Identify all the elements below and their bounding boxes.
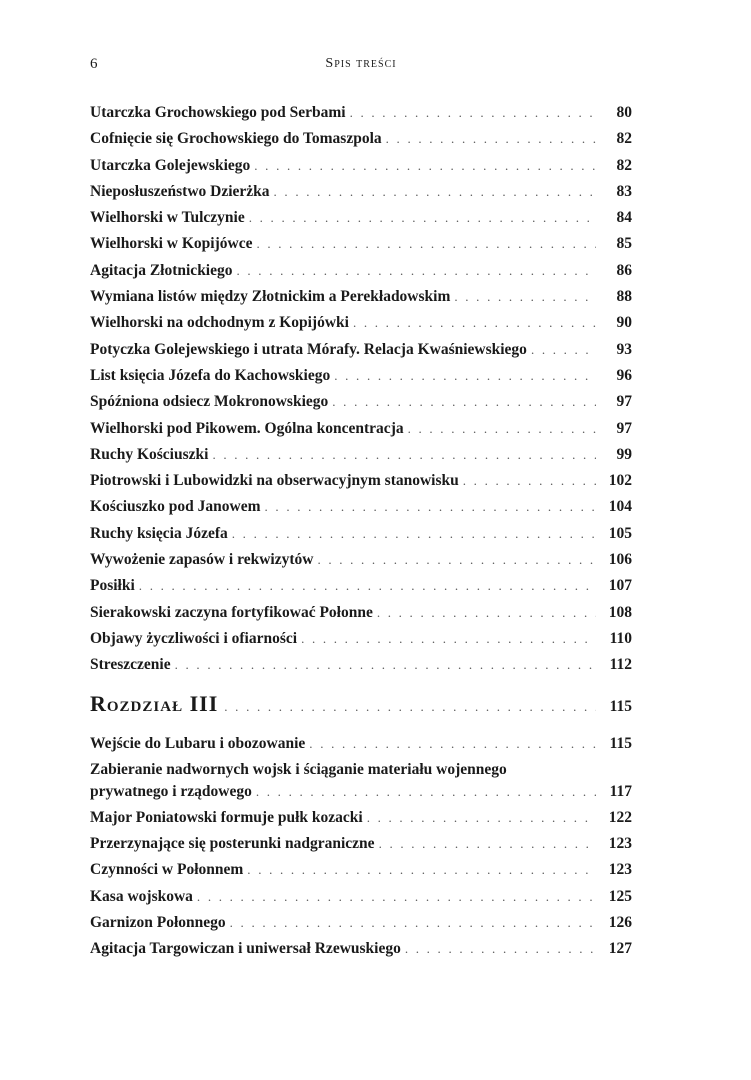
toc-entry-page: 105 xyxy=(608,524,632,542)
toc-entry[interactable] xyxy=(90,604,632,630)
toc-entry-title: Wymiana listów między Złotnickim a Perekładowskim xyxy=(90,288,451,306)
dot-leader xyxy=(230,915,596,931)
chapter-title: Rozdział III xyxy=(90,690,219,716)
toc-entry[interactable] xyxy=(90,888,632,914)
spacer xyxy=(90,723,632,735)
toc-entry[interactable] xyxy=(90,577,632,603)
dot-leader xyxy=(237,263,597,279)
toc-entry-title: Utarczka Golejewskiego xyxy=(90,156,251,174)
toc-entry-title: Objawy życzliwości i ofiarności xyxy=(90,629,298,647)
toc-entry-page: 127 xyxy=(608,940,632,958)
toc-entry-page: 96 xyxy=(616,366,632,384)
dot-leader xyxy=(249,210,596,226)
toc-entry-page: 93 xyxy=(616,340,632,358)
toc-entry-title: Wywożenie zapasów i rekwizytów xyxy=(90,551,314,569)
toc-entry-page: 85 xyxy=(616,235,632,253)
toc-entry-title: Agitacja Złotnickiego xyxy=(90,261,233,279)
dot-leader xyxy=(247,862,596,878)
toc-entry-page: 122 xyxy=(608,808,632,826)
toc-entry-page: 125 xyxy=(608,887,632,905)
dot-leader xyxy=(224,699,596,715)
dot-leader xyxy=(454,289,596,305)
toc-entry-title: Kościuszko pod Janowem xyxy=(90,498,261,516)
toc-entry-title: Utarczka Grochowskiego pod Serbami xyxy=(90,104,346,121)
dot-leader xyxy=(254,158,596,174)
toc-entry[interactable] xyxy=(90,498,632,524)
dot-leader xyxy=(353,315,596,331)
toc-entry-title: Posiłki xyxy=(90,577,135,595)
dot-leader xyxy=(256,784,596,800)
toc-entry-title: Major Poniatowski formuje pułk kozacki xyxy=(90,808,363,826)
toc-entry[interactable] xyxy=(90,130,632,156)
toc-entry-line2 xyxy=(90,783,632,809)
toc-entry[interactable] xyxy=(90,914,632,940)
toc-entry-page: 123 xyxy=(608,861,632,879)
toc-entry[interactable] xyxy=(90,940,632,966)
toc-entry-page: 117 xyxy=(609,782,632,800)
toc-entry[interactable] xyxy=(90,525,632,551)
toc-entry-title: Nieposłuszeństwo Dzierżka xyxy=(90,182,270,200)
dot-leader xyxy=(463,473,596,489)
dot-leader xyxy=(309,736,596,752)
toc-entry[interactable] xyxy=(90,157,632,183)
toc-entry-title: Przerzynające się posterunki nadgraniczne xyxy=(90,835,375,853)
toc-entry-title: Sierakowski zaczyna fortyfikować Połonne xyxy=(90,603,373,621)
toc-entry-page: 97 xyxy=(616,393,632,411)
dot-leader xyxy=(408,421,596,437)
toc-entry-title: Czynności w Połonnem xyxy=(90,861,244,879)
toc-entry[interactable] xyxy=(90,735,632,761)
toc-entry-page: 99 xyxy=(616,445,632,463)
toc-entry[interactable] xyxy=(90,472,632,498)
toc-entry-page: 107 xyxy=(608,577,632,595)
dot-leader xyxy=(317,552,596,568)
toc-entry-title-line2: prywatnego i rządowego xyxy=(90,782,252,800)
toc-entry-title: Garnizon Połonnego xyxy=(90,914,226,932)
dot-leader xyxy=(232,526,596,542)
toc-entry-title: Streszczenie xyxy=(90,656,171,674)
toc-entry-title: Ruchy Kościuszki xyxy=(90,445,209,463)
toc-entry-page: 123 xyxy=(608,835,632,853)
toc-entry[interactable] xyxy=(90,393,632,419)
toc-entry-page: 97 xyxy=(616,419,632,437)
toc-entry[interactable] xyxy=(90,551,632,577)
toc-entry[interactable] xyxy=(90,761,632,809)
toc-entry-title: Wielhorski w Tulczynie xyxy=(90,209,245,227)
section-title: Spis treści xyxy=(325,56,397,71)
spacer xyxy=(90,683,632,691)
toc-entry[interactable] xyxy=(90,835,632,861)
toc-entry[interactable] xyxy=(90,367,632,393)
toc-entry[interactable] xyxy=(90,104,632,130)
toc-entry-title: Potyczka Golejewskiego i utrata Mórafy. Relacja Kwaśniewskiego xyxy=(90,340,527,358)
toc-entry-page: 88 xyxy=(616,288,632,306)
toc-entry[interactable] xyxy=(90,861,632,887)
dot-leader xyxy=(531,342,596,358)
toc-entry-title: Wielhorski w Kopijówce xyxy=(90,235,253,253)
dot-leader xyxy=(350,105,596,121)
toc-entry-page: 84 xyxy=(616,209,632,227)
toc-entry[interactable] xyxy=(90,262,632,288)
dot-leader xyxy=(332,394,596,410)
running-head xyxy=(90,56,632,76)
toc-entry[interactable] xyxy=(90,314,632,340)
toc-entry-page: 86 xyxy=(616,261,632,279)
toc-entry[interactable] xyxy=(90,209,632,235)
dot-leader xyxy=(377,605,596,621)
toc-entry-page: 80 xyxy=(616,104,632,121)
toc-entry-page: 102 xyxy=(608,472,632,490)
toc-entry-page: 110 xyxy=(609,629,632,647)
toc-entry[interactable] xyxy=(90,630,632,656)
toc-entry-title: List księcia Józefa do Kachowskiego xyxy=(90,366,331,384)
toc-entry[interactable] xyxy=(90,446,632,472)
toc-entry-title: Agitacja Targowiczan i uniwersał Rzewuskiego xyxy=(90,940,401,958)
toc-entry[interactable] xyxy=(90,809,632,835)
dot-leader xyxy=(405,941,596,957)
dot-leader xyxy=(256,236,596,252)
toc-entry-page: 104 xyxy=(608,498,632,516)
dot-leader xyxy=(334,368,596,384)
toc-entry-page: 82 xyxy=(616,130,632,148)
chapter-page: 115 xyxy=(609,697,632,715)
toc-entry-title: Kasa wojskowa xyxy=(90,887,193,905)
toc-entry-page: 112 xyxy=(609,656,632,674)
dot-leader xyxy=(274,184,596,200)
toc-entry[interactable] xyxy=(90,288,632,314)
dot-leader xyxy=(379,836,596,852)
toc-entry[interactable] xyxy=(90,656,632,682)
dot-leader xyxy=(197,889,596,905)
toc-entry[interactable] xyxy=(90,420,632,446)
table-of-contents xyxy=(90,104,632,967)
toc-entry-page: 90 xyxy=(616,314,632,332)
toc-entry[interactable] xyxy=(90,235,632,261)
toc-entry-title: Wielhorski na odchodnym z Kopijówki xyxy=(90,314,349,332)
dot-leader xyxy=(386,131,596,147)
toc-entry-page: 126 xyxy=(608,914,632,932)
toc-entry[interactable] xyxy=(90,341,632,367)
toc-entry[interactable] xyxy=(90,183,632,209)
toc-entry-title: Piotrowski i Lubowidzki na obserwacyjnym stanowisku xyxy=(90,472,459,490)
page-number: 6 xyxy=(90,56,98,72)
toc-entry-page: 82 xyxy=(616,156,632,174)
dot-leader xyxy=(367,810,596,826)
dot-leader xyxy=(301,631,596,647)
toc-entry-title-line1: Zabieranie nadwornych wojsk i ściąganie materiału wojennego xyxy=(90,760,507,778)
toc-entry-page: 83 xyxy=(616,182,632,200)
toc-entry-page: 115 xyxy=(609,734,632,752)
chapter-heading[interactable] xyxy=(90,691,632,723)
toc-entry-page: 108 xyxy=(608,603,632,621)
toc-entry-page: 106 xyxy=(608,551,632,569)
toc-entry-title: Wejście do Lubaru i obozowanie xyxy=(90,734,306,752)
toc-entry-title: Ruchy księcia Józefa xyxy=(90,524,228,542)
toc-entry-title: Wielhorski pod Pikowem. Ogólna koncentracja xyxy=(90,419,404,437)
dot-leader xyxy=(139,578,596,594)
dot-leader xyxy=(175,657,596,673)
toc-entry-title: Cofnięcie się Grochowskiego do Tomaszpola xyxy=(90,130,382,148)
dot-leader xyxy=(212,447,596,463)
toc-entry-title: Spóźniona odsiecz Mokronowskiego xyxy=(90,393,329,411)
dot-leader xyxy=(265,499,596,515)
